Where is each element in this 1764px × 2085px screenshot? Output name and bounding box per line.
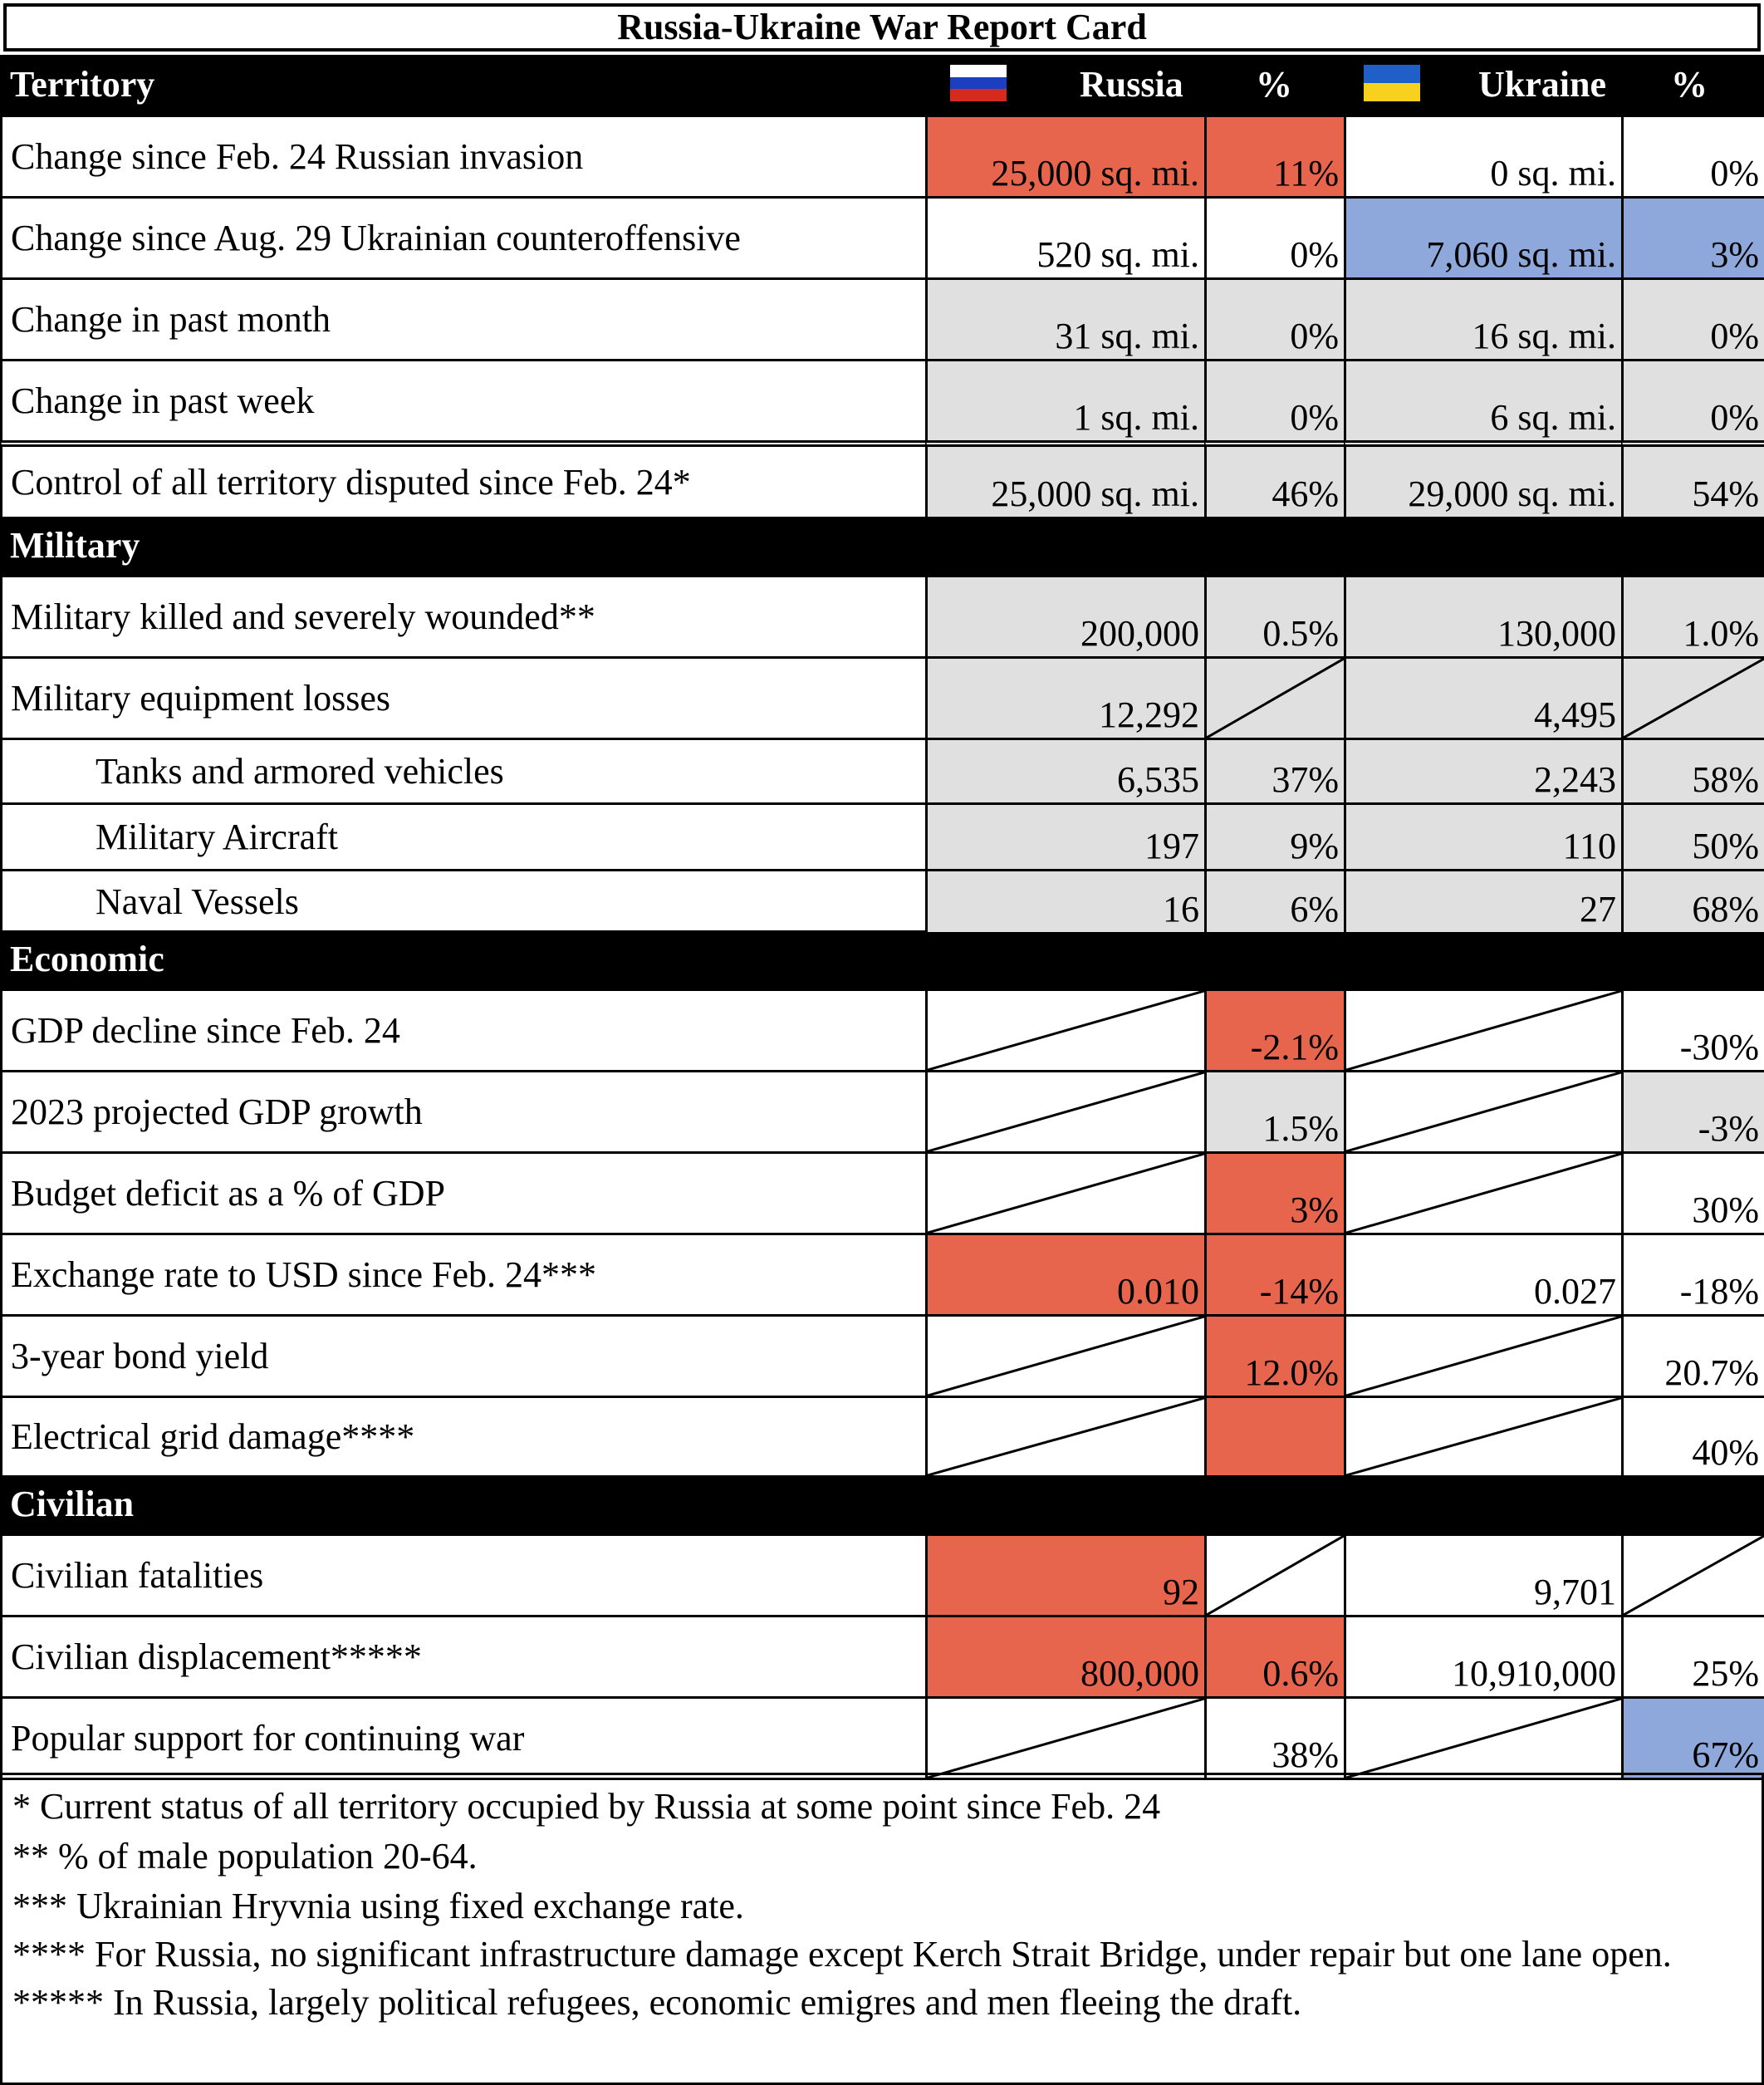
cell-russia-value	[925, 1396, 1207, 1478]
cell-russia-pct: 11%	[1204, 115, 1346, 199]
cell-ukraine-pct: -18%	[1621, 1233, 1764, 1317]
cell-russia-pct: 0.6%	[1204, 1615, 1346, 1699]
cell-ukraine-pct: 50%	[1621, 802, 1764, 871]
cell-russia-value: 31 sq. mi.	[925, 277, 1207, 361]
empty-cell-slash	[928, 1398, 1204, 1475]
cell-russia-value: 25,000 sq. mi.	[925, 115, 1207, 199]
empty-cell-slash	[1346, 1699, 1621, 1778]
empty-cell-slash	[928, 991, 1204, 1070]
cell-russia-pct	[1204, 1396, 1346, 1478]
section-title-military: Military	[10, 525, 140, 566]
cell-russia-pct: 38%	[1204, 1696, 1346, 1780]
section-header-civilian	[0, 1475, 1764, 1533]
cell-ukraine-pct: 0%	[1621, 277, 1764, 361]
cell-russia-value: 0.010	[925, 1233, 1207, 1317]
ukraine-flag-icon	[1362, 63, 1422, 103]
row-label: Military equipment losses	[0, 656, 928, 740]
cell-ukraine-pct	[1621, 656, 1764, 740]
cell-russia-value: 12,292	[925, 656, 1207, 740]
row-label: 2023 projected GDP growth	[0, 1070, 928, 1154]
row-label: GDP decline since Feb. 24	[0, 989, 928, 1072]
cell-ukraine-pct: 1.0%	[1621, 575, 1764, 659]
cell-ukraine-pct: 0%	[1621, 115, 1764, 199]
empty-cell-slash	[1207, 1536, 1344, 1615]
row-label: Naval Vessels	[0, 869, 928, 935]
cell-russia-pct	[1204, 656, 1346, 740]
cell-ukraine-pct: 58%	[1621, 738, 1764, 805]
col-header-russia-pct: %	[1256, 64, 1292, 105]
cell-ukraine-pct: 0%	[1621, 359, 1764, 443]
cell-russia-pct: 0%	[1204, 196, 1346, 280]
empty-cell-slash	[928, 1072, 1204, 1151]
cell-ukraine-pct: 40%	[1621, 1396, 1764, 1478]
section-header-military	[0, 517, 1764, 575]
empty-cell-slash	[1346, 1154, 1621, 1233]
col-header-ukraine-pct: %	[1671, 64, 1708, 105]
cell-ukraine-value: 9,701	[1344, 1533, 1624, 1617]
footnote-2: ** % of male population 20-64.	[12, 1836, 478, 1876]
section-header-territory	[0, 55, 1764, 115]
cell-ukraine-pct: 54%	[1621, 440, 1764, 519]
footnote-5: ***** In Russia, largely political refugees, economic emigres and men fleeing the draft.	[12, 1982, 1302, 2023]
row-label: Popular support for continuing war	[0, 1696, 928, 1780]
cell-russia-value	[925, 1696, 1207, 1780]
row-label: Electrical grid damage****	[0, 1396, 928, 1478]
row-label: Civilian displacement*****	[0, 1615, 928, 1699]
cell-russia-value: 197	[925, 802, 1207, 871]
cell-russia-pct: 37%	[1204, 738, 1346, 805]
russia-flag-icon	[948, 63, 1008, 103]
cell-ukraine-value: 6 sq. mi.	[1344, 359, 1624, 443]
cell-russia-value: 800,000	[925, 1615, 1207, 1699]
cell-ukraine-value: 4,495	[1344, 656, 1624, 740]
cell-russia-value	[925, 989, 1207, 1072]
cell-ukraine-pct: -3%	[1621, 1070, 1764, 1154]
row-label: Change in past month	[0, 277, 928, 361]
empty-cell-slash	[928, 1317, 1204, 1396]
cell-ukraine-value: 0 sq. mi.	[1344, 115, 1624, 199]
cell-russia-pct: 6%	[1204, 869, 1346, 935]
cell-ukraine-value: 130,000	[1344, 575, 1624, 659]
cell-ukraine-pct: -30%	[1621, 989, 1764, 1072]
cell-russia-value: 25,000 sq. mi.	[925, 440, 1207, 519]
row-label: Budget deficit as a % of GDP	[0, 1151, 928, 1235]
cell-ukraine-value: 0.027	[1344, 1233, 1624, 1317]
cell-russia-pct: -2.1%	[1204, 989, 1346, 1072]
cell-russia-pct	[1204, 1533, 1346, 1617]
footnotes	[0, 1773, 1764, 2085]
cell-russia-pct: 9%	[1204, 802, 1346, 871]
cell-ukraine-value: 16 sq. mi.	[1344, 277, 1624, 361]
row-label: Tanks and armored vehicles	[0, 738, 928, 805]
row-label: Change since Aug. 29 Ukrainian counteroffensive	[0, 196, 928, 280]
empty-cell-slash	[1624, 659, 1764, 738]
row-label: Military killed and severely wounded**	[0, 575, 928, 659]
row-label: Control of all territory disputed since Feb. 24*	[0, 440, 928, 519]
empty-cell-slash	[1207, 659, 1344, 738]
cell-russia-pct: 3%	[1204, 1151, 1346, 1235]
row-label: 3-year bond yield	[0, 1314, 928, 1398]
cell-ukraine-pct: 30%	[1621, 1151, 1764, 1235]
cell-ukraine-value	[1344, 1070, 1624, 1154]
cell-russia-pct: 12.0%	[1204, 1314, 1346, 1398]
row-label: Exchange rate to USD since Feb. 24***	[0, 1233, 928, 1317]
cell-ukraine-value: 110	[1344, 802, 1624, 871]
cell-ukraine-pct	[1621, 1533, 1764, 1617]
cell-russia-value	[925, 1151, 1207, 1235]
cell-ukraine-value	[1344, 1396, 1624, 1478]
cell-ukraine-value	[1344, 989, 1624, 1072]
empty-cell-slash	[1346, 1317, 1621, 1396]
page-title: Russia-Ukraine War Report Card	[3, 3, 1761, 52]
empty-cell-slash	[1624, 1536, 1764, 1615]
cell-ukraine-value: 10,910,000	[1344, 1615, 1624, 1699]
section-title-economic: Economic	[10, 939, 164, 979]
cell-russia-value: 6,535	[925, 738, 1207, 805]
row-label: Change in past week	[0, 359, 928, 443]
col-header-ukraine: Ukraine	[1478, 64, 1606, 105]
cell-ukraine-pct: 67%	[1621, 1696, 1764, 1780]
cell-ukraine-value	[1344, 1696, 1624, 1780]
cell-russia-value: 520 sq. mi.	[925, 196, 1207, 280]
row-label: Civilian fatalities	[0, 1533, 928, 1617]
col-header-russia: Russia	[1080, 64, 1183, 105]
cell-russia-pct: 46%	[1204, 440, 1346, 519]
cell-ukraine-pct: 20.7%	[1621, 1314, 1764, 1398]
empty-cell-slash	[928, 1699, 1204, 1778]
cell-ukraine-value: 2,243	[1344, 738, 1624, 805]
row-label: Change since Feb. 24 Russian invasion	[0, 115, 928, 199]
empty-cell-slash	[1346, 991, 1621, 1070]
section-header-economic	[0, 930, 1764, 989]
cell-ukraine-pct: 68%	[1621, 869, 1764, 935]
empty-cell-slash	[1346, 1398, 1621, 1475]
empty-cell-slash	[928, 1154, 1204, 1233]
cell-russia-value: 16	[925, 869, 1207, 935]
cell-ukraine-value	[1344, 1151, 1624, 1235]
row-label: Military Aircraft	[0, 802, 928, 871]
cell-russia-pct: 0%	[1204, 359, 1346, 443]
cell-russia-value: 1 sq. mi.	[925, 359, 1207, 443]
section-title-territory: Territory	[10, 64, 155, 105]
cell-ukraine-pct: 3%	[1621, 196, 1764, 280]
cell-ukraine-pct: 25%	[1621, 1615, 1764, 1699]
footnote-3: *** Ukrainian Hryvnia using fixed exchange rate.	[12, 1886, 744, 1926]
cell-russia-pct: 0%	[1204, 277, 1346, 361]
cell-russia-value: 92	[925, 1533, 1207, 1617]
cell-russia-value: 200,000	[925, 575, 1207, 659]
cell-ukraine-value: 27	[1344, 869, 1624, 935]
empty-cell-slash	[1346, 1072, 1621, 1151]
cell-ukraine-value: 29,000 sq. mi.	[1344, 440, 1624, 519]
cell-ukraine-value: 7,060 sq. mi.	[1344, 196, 1624, 280]
cell-ukraine-value	[1344, 1314, 1624, 1398]
footnote-1: * Current status of all territory occupied by Russia at some point since Feb. 24	[12, 1786, 1161, 1827]
cell-russia-pct: 0.5%	[1204, 575, 1346, 659]
cell-russia-value	[925, 1070, 1207, 1154]
footnote-4: **** For Russia, no significant infrastructure damage except Kerch Strait Bridge, under repair but one lane open.	[12, 1934, 1672, 1975]
cell-russia-pct: 1.5%	[1204, 1070, 1346, 1154]
cell-russia-pct: -14%	[1204, 1233, 1346, 1317]
section-title-civilian: Civilian	[10, 1484, 135, 1524]
cell-russia-value	[925, 1314, 1207, 1398]
